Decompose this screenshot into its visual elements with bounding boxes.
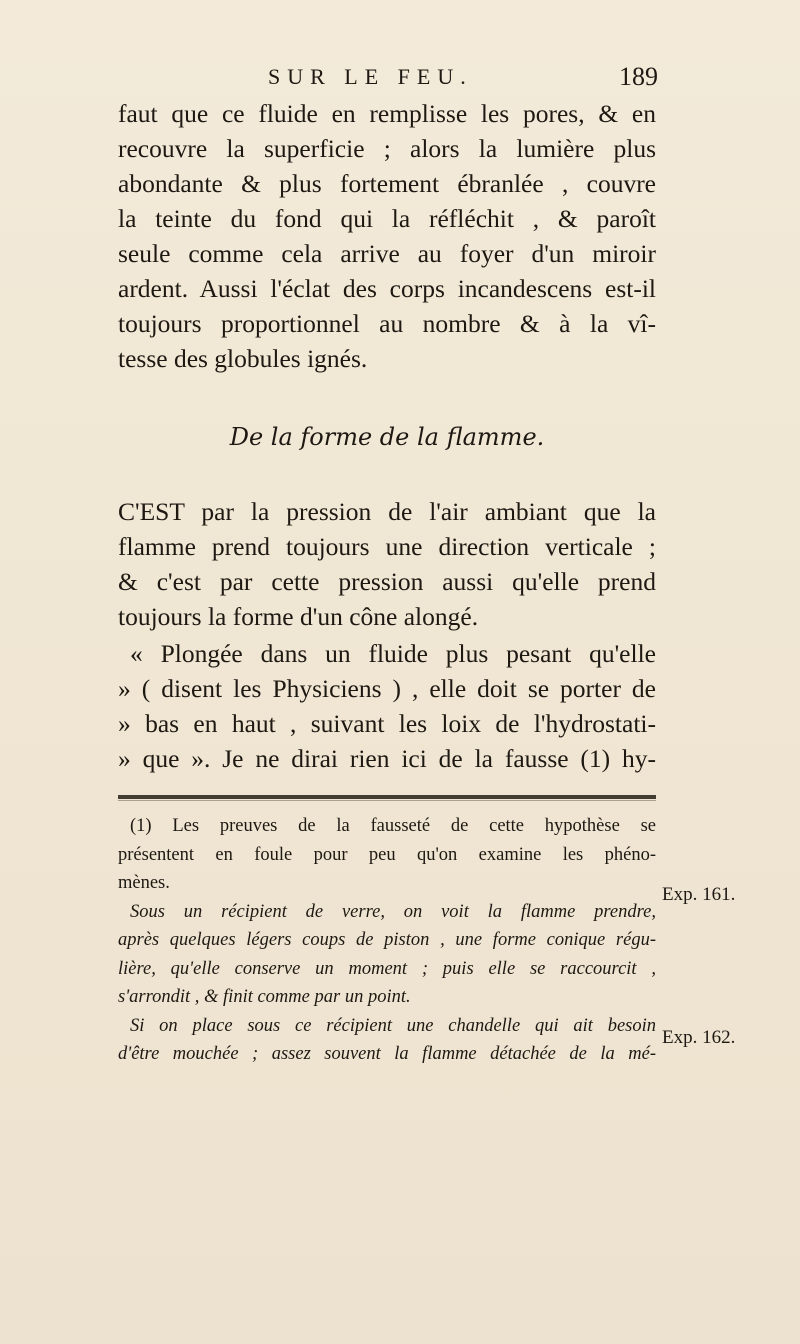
experiment-line: lière, qu'elle conserve un moment ; puis elle se raccourcit , xyxy=(118,958,656,979)
experiment-161 xyxy=(118,898,656,1012)
experiment-line: d'être mouchée ; assez souvent la flamme détachée de la mé- xyxy=(118,1044,656,1064)
footnote-rule xyxy=(118,795,656,799)
text-line: seule comme cela arrive au foyer d'un miroir xyxy=(118,239,656,268)
text-line: C'EST par la pression de l'air ambiant que la xyxy=(118,497,656,526)
footnote-rule-thin xyxy=(118,800,656,801)
text-line: « Plongée dans un fluide plus pesant qu'elle xyxy=(130,639,656,668)
running-title: SUR LE FEU. xyxy=(268,64,473,89)
footnote-line: mènes. xyxy=(118,873,170,893)
footnote-line: (1) Les preuves de la fausseté de cette hypothèse se xyxy=(130,816,656,836)
section-heading: De la forme de la flamme. xyxy=(229,423,545,451)
text-line: » bas en haut , suivant les loix de l'hydrostati- xyxy=(118,709,656,738)
page-number: 189 xyxy=(619,62,658,91)
footnote-line: présentent en foule pour peu qu'on examine les phéno- xyxy=(118,844,656,865)
text-line: flamme prend toujours une direction verticale ; xyxy=(118,532,656,561)
margin-ref-exp-162: Exp. 162. xyxy=(662,1027,736,1048)
experiment-line: Si on place sous ce récipient une chandelle qui ait besoin xyxy=(130,1015,656,1036)
text-line: ardent. Aussi l'éclat des corps incandescens est-il xyxy=(118,274,656,303)
experiment-line: Sous un récipient de verre, on voit la flamme prendre, xyxy=(130,901,656,922)
footnotes xyxy=(118,812,656,1069)
text-line: toujours proportionnel au nombre & à la vî- xyxy=(118,309,656,338)
text-line: tesse des globules ignés. xyxy=(118,344,368,373)
text-line: recouvre la superficie ; alors la lumière plus xyxy=(118,134,656,163)
paragraph-3 xyxy=(118,636,656,776)
text-line: » que ». Je ne dirai rien ici de la fausse (1) hy- xyxy=(118,744,656,773)
text-line: la teinte du fond qui la réfléchit , & paroît xyxy=(118,204,656,233)
main-text xyxy=(118,96,656,773)
page-header xyxy=(118,62,658,96)
paragraph-2 xyxy=(118,494,656,634)
text-line: & c'est par cette pression aussi qu'elle prend xyxy=(118,567,656,596)
experiment-line: après quelques légers coups de piston , une forme conique régu- xyxy=(118,930,656,950)
text-line: » ( disent les Physiciens ) , elle doit se porter de xyxy=(118,674,656,703)
experiment-162 xyxy=(118,1012,656,1069)
footnote-1 xyxy=(118,812,656,898)
margin-ref-exp-161: Exp. 161. xyxy=(662,884,736,905)
text-line: abondante & plus fortement ébranlée , couvre xyxy=(118,169,656,198)
text-line: toujours la forme d'un cône alongé. xyxy=(118,602,479,631)
text-line: faut que ce fluide en remplisse les pores, & en xyxy=(118,99,656,128)
paragraph-1 xyxy=(118,96,656,376)
experiment-line: s'arrondit , & finit comme par un point. xyxy=(118,987,411,1007)
